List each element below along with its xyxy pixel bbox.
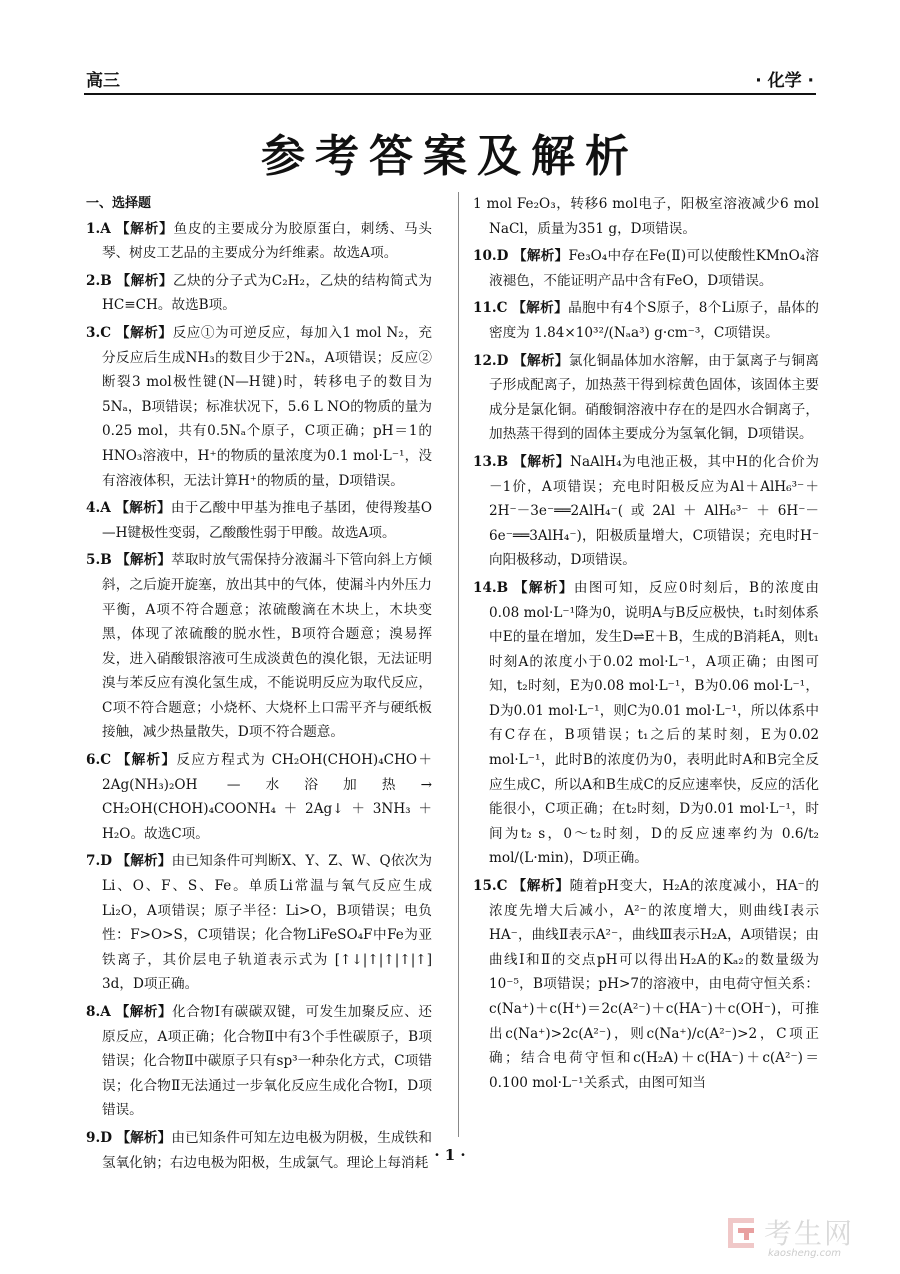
- answer-number: 14.B: [473, 579, 509, 596]
- right-column: [473, 192, 819, 1098]
- answer-number: 7.D: [86, 853, 112, 870]
- header-grade: 高三: [86, 71, 120, 91]
- answer-text: 鱼皮的主要成分为胶原蛋白，刺绣、马头琴、树皮工艺品的主要成分为纤维素。故选A项。: [102, 220, 433, 262]
- answer-item: [473, 192, 819, 241]
- answer-number: 2.B: [86, 272, 112, 289]
- answer-item: [473, 450, 819, 573]
- answer-text: 晶胞中有4个S原子，8个Li原子，晶体的密度为 1.84×10³²/(Nₐa³) g·cm⁻³，C项错误。: [489, 300, 820, 341]
- watermark-brand: 考生网: [764, 1217, 855, 1250]
- answer-number: 3.C: [86, 324, 112, 341]
- answer-item: [473, 349, 819, 447]
- analysis-tag: 【解析】: [513, 352, 569, 369]
- answer-number: 12.D: [473, 352, 509, 369]
- header-rule: [84, 93, 816, 95]
- answer-number: 1.A: [86, 220, 111, 237]
- answer-text: 化合物Ⅰ有碳碳双键，可发生加聚反应、还原反应，A项正确；化合物Ⅱ中有3个手性碳原子，B项错误；化合物Ⅱ中碳原子只有sp³一种杂化方式，C项错误；化合物Ⅱ无法通过一步氧化反应生成化合物Ⅰ，D项错误。: [102, 1004, 432, 1119]
- analysis-tag: 【解析】: [116, 272, 173, 289]
- answer-text: 由已知条件可知左边电极为阴极，生成铁和氢氧化钠；右边电极为阳极，生成氯气。理论上每消耗: [102, 1129, 432, 1171]
- analysis-tag: 【解析】: [512, 878, 570, 895]
- analysis-tag: 【解析】: [115, 500, 171, 517]
- column-divider: [458, 192, 459, 1137]
- analysis-tag: 【解析】: [512, 300, 569, 317]
- right-answer-list: [473, 192, 819, 1095]
- answer-item: [86, 496, 432, 545]
- answer-number: 5.B: [86, 552, 112, 569]
- answer-text: 反应方程式为 CH₂OH(CHOH)₄CHO＋2Ag(NH₃)₂OH —水浴加热→ CH₂OH(CHOH)₄COONH₄＋2Ag↓＋3NH₃＋H₂O。故选C项。: [102, 752, 433, 842]
- answer-text: 反应①为可逆反应，每加入1 mol N₂，充分反应后生成NH₃的数目少于2Nₐ，A项错误；反应②断裂3 mol极性键(N—H键)时，转移电子的数目为5Nₐ，B项错误；标准状况下，5.6 L NO的物质的量为0.25 mol，共有0.5Nₐ个原子，C项正确；pH＝1的HNO₃溶液中，H⁺的物质的量浓度为0.1 mol·L⁻¹，没有溶液体积，无法计算H⁺的物质的量，D项错误。: [102, 324, 433, 489]
- answer-number: 13.B: [473, 453, 509, 470]
- section-heading: 一、选择题: [86, 196, 152, 211]
- answer-item: [473, 296, 819, 345]
- answer-item: [86, 849, 432, 997]
- answer-item: [473, 244, 819, 293]
- analysis-tag: 【解析】: [116, 552, 172, 569]
- page-title: 参考答案及解析: [261, 131, 639, 182]
- answer-number: 8.A: [86, 1004, 111, 1020]
- analysis-tag: 【解析】: [116, 853, 172, 870]
- answer-number: 11.C: [473, 300, 508, 317]
- answer-number: 9.D: [86, 1129, 112, 1146]
- header-subject: · 化学 ·: [755, 71, 814, 91]
- answer-text: NaAlH₄为电池正极，其中H的化合价为－1价，A项错误；充电时阳极反应为Al＋AlH₆³⁻＋2H⁻－3e⁻══2AlH₄⁻(或2Al＋AlH₆³⁻＋6H⁻－6e⁻══3AlH₄⁻)，阳极质量增大，C项错误；充电时H⁻向阳极移动，D项错误。: [489, 453, 820, 569]
- answer-text: 由于乙酸中甲基为推电子基团，使得羧基O—H键极性变弱，乙酸酸性弱于甲酸。故选A项。: [102, 500, 432, 541]
- watermark: [728, 1212, 878, 1264]
- analysis-tag: 【解析】: [116, 752, 177, 769]
- answer-text: 氯化铜晶体加水溶解，由于氯离子与铜离子形成配离子，加热蒸干得到棕黄色固体，该固体主要成分是氯化铜。硝酸铜溶液中存在的是四水合铜离子，加热蒸干得到的固体主要成分为氢氧化铜，D项错误。: [489, 352, 820, 443]
- answer-item: [86, 548, 432, 745]
- answer-item: [86, 269, 432, 318]
- analysis-tag: 【解析】: [115, 324, 173, 341]
- answer-text: 由图可知，反应0时刻后，B的浓度由0.08 mol·L⁻¹降为0，说明A与B反应极快，t₁时刻体系中E的量在增加，发生D⇌E＋B，生成的B消耗A，则t₁时刻A的浓度小于0.02 mol·L⁻¹，A项正确；由图可知，t₂时刻，E为0.08 mol·L⁻¹，B为0.06 mol·L⁻¹，D为0.01 mol·L⁻¹，则C为0.01 mol·L⁻¹，所以体系中有C存在，B项错误；t₁之后的某时刻，E为0.02 mol·L⁻¹，此时B的浓度仍为0，表明此时A和B完全反应生成C，所以A和B生成C的反应速率快，反应的活化能很小，C项正确；在t₂时刻，D为0.01 mol·L⁻¹，时间为t₂ s，0～t₂时刻，D的反应速率约为 0.6/t₂ mol/(L·min)，D项正确。: [489, 579, 819, 867]
- answer-item: [86, 217, 432, 266]
- answer-text: 乙炔的分子式为C₂H₂，乙炔的结构简式为HC≡CH。故选B项。: [102, 272, 432, 314]
- analysis-tag: 【解析】: [116, 1129, 172, 1146]
- answer-number: 15.C: [473, 878, 508, 895]
- answer-item: [86, 748, 432, 846]
- answer-text: 由已知条件可判断X、Y、Z、W、Q依次为Li、O、F、S、Fe。单质Li常温与氧气反应生成Li₂O，A项错误；原子半径：Li>O，B项错误；电负性：F>O>S，C项错误；化合物LiFeSO₄F中Fe为亚铁离子，其价层电子轨道表示式为 [↑↓|↑|↑|↑|↑] 3d，D项正确。: [102, 853, 432, 993]
- analysis-tag: 【解析】: [513, 248, 569, 265]
- answer-number: 10.D: [473, 248, 509, 265]
- answer-text: 萃取时放气需保持分液漏斗下管向斜上方倾斜，之后旋开旋塞，放出其中的气体，使漏斗内外压力平衡，A项不符合题意；浓硫酸滴在木块上，木块变黑，体现了浓硫酸的脱水性，B项符合题意；溴易挥发，进入硝酸银溶液可生成淡黄色的溴化银，无法证明溴与苯反应有溴化氢生成，不能说明反应为取代反应，C项不符合题意；小烧杯、大烧杯上口需平齐与硬纸板接触，减少热量散失，D项不符合题意。: [102, 552, 433, 741]
- kaosheng-logo-icon: [728, 1216, 758, 1250]
- answer-number: 4.A: [86, 500, 111, 517]
- watermark-site: kaosheng.com: [768, 1248, 841, 1259]
- left-column: [86, 192, 432, 1178]
- answer-text: 1 mol Fe₂O₃，转移6 mol电子，阳极室溶液减少6 mol NaCl，质量为351 g，D项错误。: [473, 196, 819, 237]
- answer-text: Fe₃O₄中存在Fe(Ⅱ)可以使酸性KMnO₄溶液褪色，不能证明产品中含有FeO，D项错误。: [489, 248, 820, 289]
- answer-item: [86, 321, 432, 493]
- answer-item: [473, 576, 819, 871]
- analysis-tag: 【解析】: [513, 579, 574, 596]
- analysis-tag: 【解析】: [513, 453, 571, 470]
- answer-item: [86, 1000, 432, 1123]
- answer-text: 随着pH变大，H₂A的浓度减小，HA⁻的浓度先增大后减小，A²⁻的浓度增大，则曲线Ⅰ表示HA⁻，曲线Ⅱ表示A²⁻，曲线Ⅲ表示H₂A，A项错误；由曲线Ⅰ和Ⅱ的交点pH可以得出H₂A的Kₐ₂的数量级为10⁻⁵，B项错误；pH>7的溶液中，由电荷守恒关系：c(Na⁺)＋c(H⁺)＝2c(A²⁻)＋c(HA⁻)＋c(OH⁻)，可推出c(Na⁺)>2c(A²⁻)，则c(Na⁺)/c(A²⁻)>2，C项正确；结合电荷守恒和c(H₂A)＋c(HA⁻)＋c(A²⁻)＝0.100 mol·L⁻¹关系式，由图可知当: [489, 878, 819, 1091]
- analysis-tag: 【解析】: [115, 1004, 173, 1020]
- answer-number: 6.C: [86, 752, 112, 769]
- page-number: · 1 ·: [434, 1146, 466, 1164]
- answer-item: [473, 874, 819, 1095]
- analysis-tag: 【解析】: [115, 220, 174, 237]
- left-answer-list: [86, 217, 432, 1176]
